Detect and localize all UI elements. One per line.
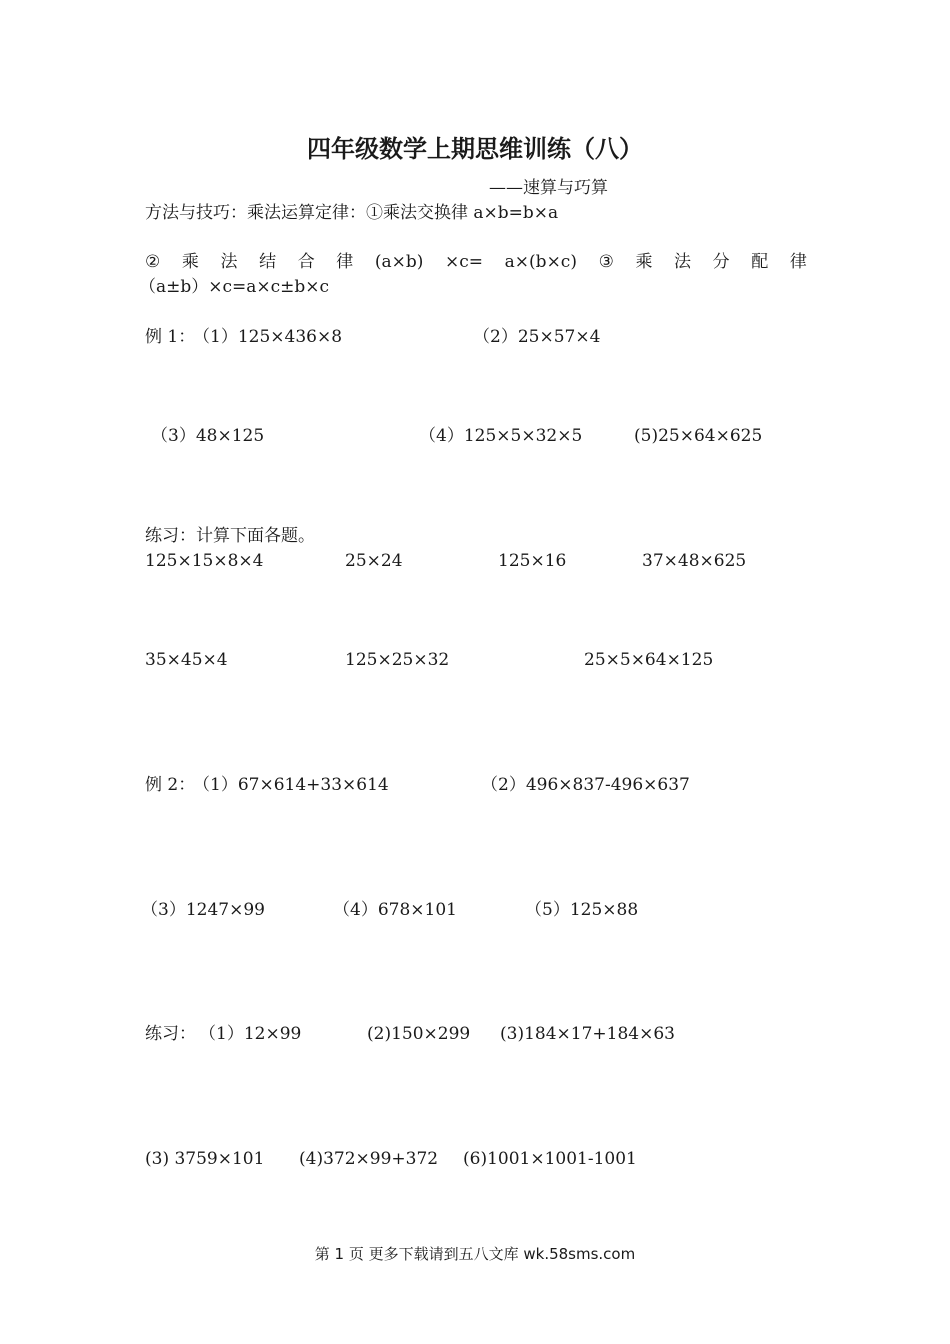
method-token: a×(b×c) [504, 252, 577, 272]
method-token: 分 [712, 252, 730, 272]
method-line-3: （a±b）×c=a×c±b×c [139, 277, 330, 297]
practice1-problem: 35×45×4 [145, 650, 228, 670]
practice1-problem: 125×15×8×4 [145, 551, 264, 571]
practice1-problem: 37×48×625 [642, 551, 747, 571]
method-token: 乘 [181, 252, 199, 272]
example2-problem-3: （3）1247×99 [141, 900, 265, 920]
practice2-problem-1: （1）12×99 [199, 1024, 302, 1044]
practice1-problem: 25×24 [345, 551, 403, 571]
practice2-problem-3: (3)184×17+184×63 [500, 1024, 675, 1044]
example2-label: 例 2： [145, 775, 196, 795]
example2-problem-4: （4）678×101 [333, 900, 457, 920]
method-token: 乘 [635, 252, 653, 272]
method-token: ② [145, 252, 161, 272]
practice1-heading: 练习：计算下面各题。 [145, 526, 315, 546]
example2-problem-1: （1）67×614+33×614 [193, 775, 389, 795]
method-token: 结 [259, 252, 277, 272]
method-token: 律 [336, 252, 354, 272]
method-token: ③ [598, 252, 614, 272]
example1-problem-3: （3）48×125 [151, 426, 265, 446]
method-line-2 [145, 252, 807, 272]
method-line-1: 方法与技巧：乘法运算定律：①乘法交换律 a×b=b×a [145, 203, 559, 223]
example1-problem-2: （2）25×57×4 [473, 327, 601, 347]
method-token: 法 [674, 252, 692, 272]
page-footer: 第 1 页 更多下载请到五八文库 wk.58sms.com [314, 1245, 636, 1263]
method-token: 律 [789, 252, 807, 272]
example2-problem-2: （2）496×837-496×637 [481, 775, 690, 795]
method-token: 合 [297, 252, 315, 272]
practice2-label: 练习： [145, 1024, 196, 1044]
practice1-problem: 25×5×64×125 [584, 650, 714, 670]
practice2-problem-6: (6)1001×1001-1001 [463, 1149, 637, 1169]
page-title: 四年级数学上期思维训练（八） [307, 134, 643, 163]
example1-problem-4: （4）125×5×32×5 [419, 426, 583, 446]
practice2-problem-4: (3) 3759×101 [145, 1149, 265, 1169]
practice1-problem: 125×25×32 [345, 650, 450, 670]
method-token: 配 [751, 252, 769, 272]
practice1-problem: 125×16 [498, 551, 567, 571]
example1-problem-1: （1）125×436×8 [193, 327, 343, 347]
method-token: (a×b) [374, 252, 424, 272]
example1-problem-5: (5)25×64×625 [634, 426, 763, 446]
example2-problem-5: （5）125×88 [525, 900, 639, 920]
practice2-problem-5: (4)372×99+372 [299, 1149, 439, 1169]
practice2-problem-2: (2)150×299 [367, 1024, 471, 1044]
example1-label: 例 1： [145, 327, 196, 347]
page-subtitle: ——速算与巧算 [489, 178, 608, 198]
method-token: 法 [220, 252, 238, 272]
method-token: ×c= [445, 252, 484, 272]
